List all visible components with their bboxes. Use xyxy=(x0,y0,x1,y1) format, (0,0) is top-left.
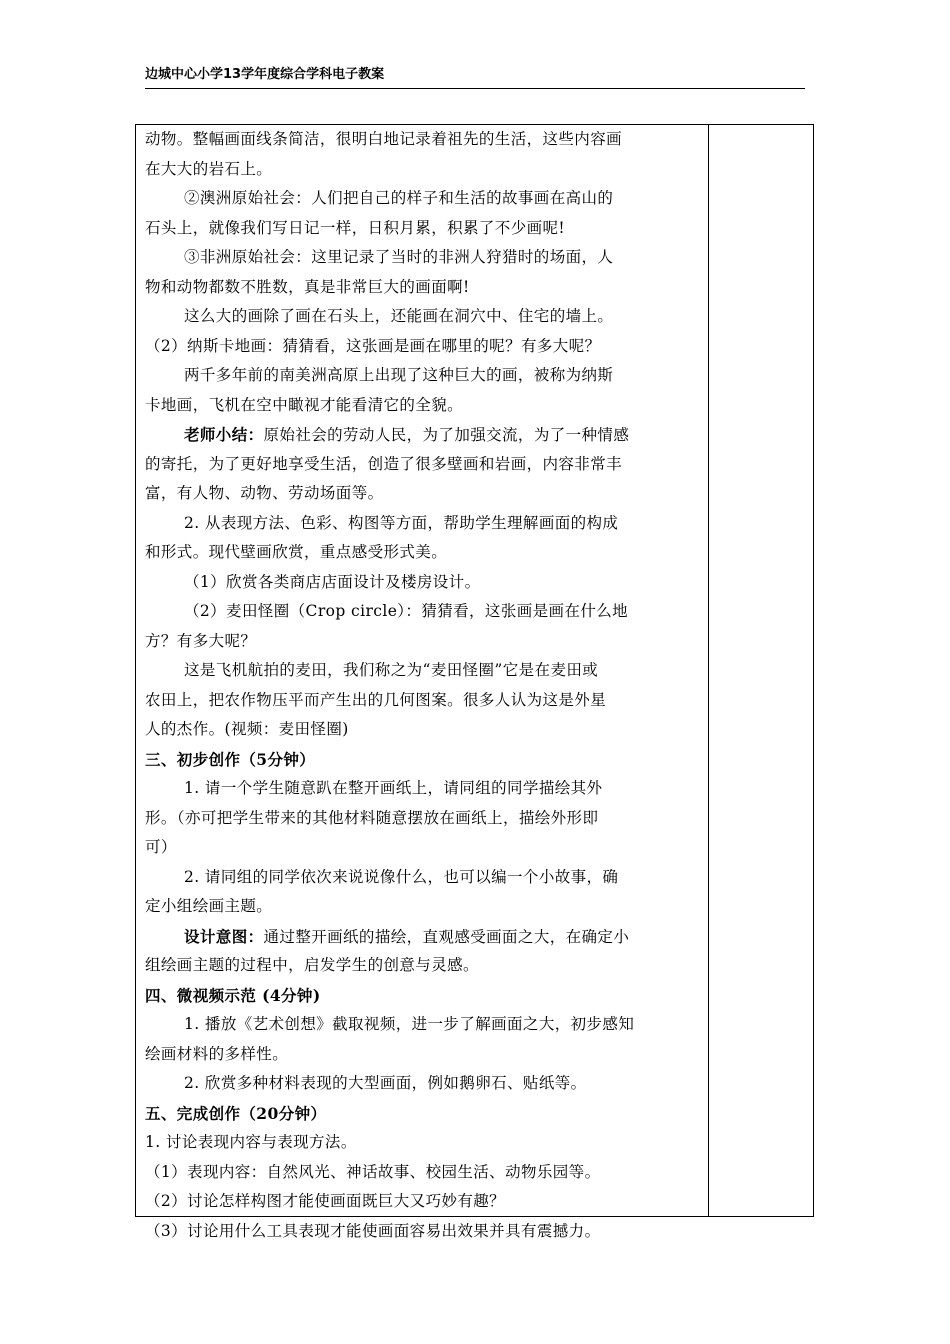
text-line: （3）讨论用什么工具表现才能使画面容易出效果并具有震撼力。 xyxy=(145,1221,601,1240)
text-line: 卡地画，飞机在空中瞰视才能看清它的全貌。 xyxy=(145,395,464,414)
section-heading: 四、微视频示范 (4分钟) xyxy=(145,985,321,1005)
text-line: 形。（亦可把学生带来的其他材料随意摆放在画纸上，描绘外形即 xyxy=(145,808,599,827)
text-line: 2. 欣赏多种材料表现的大型画面，例如鹅卵石、贴纸等。 xyxy=(184,1074,587,1092)
text-line: 可） xyxy=(145,838,177,856)
text-line: 2. 请同组的同学依次来说说像什么，也可以编一个小故事，确 xyxy=(184,867,619,886)
text-line: 这么大的画除了画在石头上，还能画在洞穴中、住宅的墙上。 xyxy=(184,307,614,325)
text-line: （2）讨论怎样构图才能使画面既巨大又巧妙有趣？ xyxy=(145,1192,506,1210)
column-divider xyxy=(708,125,709,1216)
text-line: ②澳洲原始社会：人们把自己的样子和生活的故事画在高山的 xyxy=(184,189,614,207)
text-line: 1. 讨论表现内容与表现方法。 xyxy=(145,1133,357,1151)
text-line: 1. 请一个学生随意趴在整开画纸上，请同组的同学描绘其外 xyxy=(184,779,603,797)
page-header xyxy=(145,66,805,89)
text-line xyxy=(145,922,705,952)
design-intent-label: 设计意图： xyxy=(184,926,264,946)
text-line: 农田上，把农作物压平而产生出的几何图案。很多人认为这是外星 xyxy=(145,690,607,709)
text-line: 两千多年前的南美洲高原上出现了这种巨大的画，被称为纳斯 xyxy=(184,366,614,384)
header-title: 边城中心小学13学年度综合学科电子教案 xyxy=(145,67,385,82)
lesson-content xyxy=(145,125,705,1246)
section-heading: 五、完成创作（20分钟） xyxy=(145,1103,327,1123)
text-line: 这是飞机航拍的麦田，我们称之为“麦田怪圈”它是在麦田或 xyxy=(184,661,599,679)
section-heading: 三、初步创作（5分钟） xyxy=(145,749,316,769)
text-line: 2. 从表现方法、色彩、构图等方面，帮助学生理解画面的构成 xyxy=(184,513,619,532)
text-line: （1）表现内容：自然风光、神话故事、校园生活、动物乐园等。 xyxy=(145,1162,601,1181)
text-line: 在大大的岩石上。 xyxy=(145,159,273,178)
lesson-plan-table xyxy=(135,124,814,1240)
text-line: 富，有人物、动物、劳动场面等。 xyxy=(145,484,384,502)
text-line: 定小组绘画主题。 xyxy=(145,897,273,915)
text-line: 物和动物都数不胜数，真是非常巨大的画面啊! xyxy=(145,277,470,296)
text-line: 绘画材料的多样性。 xyxy=(145,1044,289,1063)
summary-text: 原始社会的劳动人民，为了加强交流，为了一种情感 xyxy=(263,426,630,444)
summary-label: 老师小结： xyxy=(184,425,264,444)
text-line: 动物。整幅画面线条简洁，很明白地记录着祖先的生活，这些内容画 xyxy=(145,130,623,148)
text-line: 石头上，就像我们写日记一样，日积月累，积累了不少画呢! xyxy=(145,218,566,237)
text-line: （1）欣赏各类商店店面设计及楼房设计。 xyxy=(184,572,481,591)
text-line xyxy=(145,420,705,450)
text-line: 方？有多大呢？ xyxy=(145,631,257,650)
design-intent-text: 通过整开画纸的描绘，直观感受画面之大，在确定小 xyxy=(263,927,630,946)
text-line: 人的杰作。(视频：麦田怪圈) xyxy=(145,720,349,738)
text-line: ③非洲原始社会：这里记录了当时的非洲人狩猎时的场面，人 xyxy=(184,248,614,266)
text-line: 和形式。现代壁画欣赏，重点感受形式美。 xyxy=(145,543,448,561)
text-line: （2）麦田怪圈（Crop circle）：猜猜看，这张画是画在什么地 xyxy=(184,602,629,620)
text-line: 1. 播放《艺术创想》截取视频，进一步了解画面之大，初步感知 xyxy=(184,1015,635,1033)
text-line: （2）纳斯卡地画：猜猜看，这张画是画在哪里的呢？有多大呢？ xyxy=(145,336,601,355)
text-line: 组绘画主题的过程中，启发学生的创意与灵感。 xyxy=(145,956,479,974)
text-line: 的寄托，为了更好地享受生活，创造了很多壁画和岩画，内容非常丰 xyxy=(145,454,623,473)
